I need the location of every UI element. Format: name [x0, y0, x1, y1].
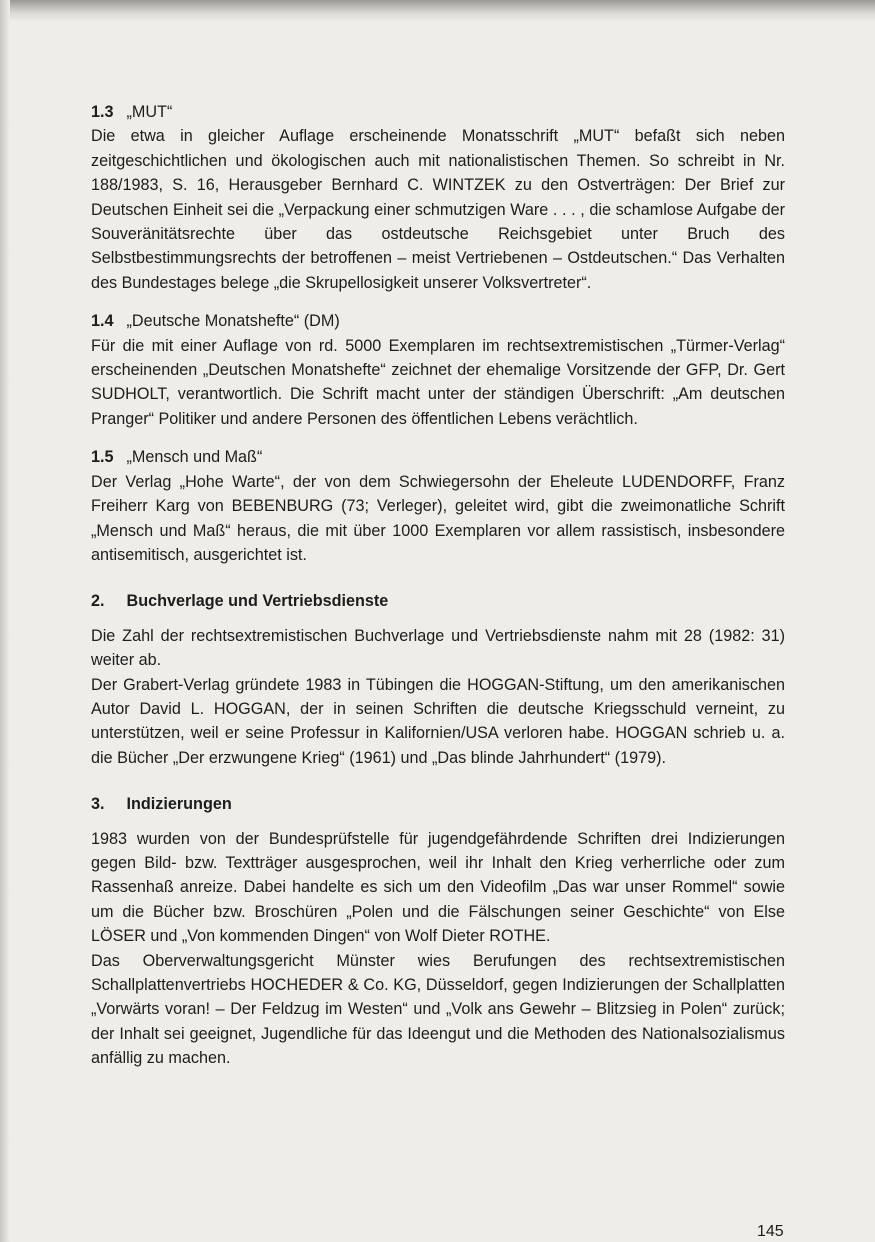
section-heading-3: [91, 792, 785, 816]
section-number: 1.5: [91, 448, 114, 467]
section-1-3-paragraph: Die etwa in gleicher Auflage erscheinende Monatsschrift „MUT“ befaßt sich neben zeitgeschichtlichen und ökologischen auch mit nationalistischen Themen. So schreibt in Nr. 188/1983, S. 16, Herausgeber Bernhard C. WINTZEK zu den Ostverträgen: Der Brief zur Deutschen Einheit sei die „Verpackung einer schmutzigen Ware . . . , die schamlose Aufgabe der Souveränitätsrechte über das ostdeutsche Reichsgebiet unter Bruch des Selbstbestimmungsrechts der betroffenen – meist Vertriebenen – Ostdeutschen.“ Das Verhalten des Bundestages belege „die Skrupellosigkeit unserer Volksvertreter“.: [91, 127, 785, 292]
section-title: Buchverlage und Vertriebsdienste: [126, 592, 389, 611]
page-content: [91, 100, 785, 1071]
section-heading-1-3: [91, 100, 785, 124]
scan-edge-shadow: [0, 0, 875, 22]
section-1-4-paragraph: Für die mit einer Auflage von rd. 5000 Exemplaren im rechtsextremistischen „Türmer-Verlag“ erscheinenden „Deutschen Monatshefte“ zeichnet der ehemalige Vorsitzende der GFP, Dr. Gert SUDHOLT, verantwortlich. Die Schrift macht unter der ständigen Überschrift: „Am deutschen Pranger“ Politiker und andere Personen des öffentlichen Lebens verächtlich.: [91, 336, 785, 428]
section-2-paragraph-1: Die Zahl der rechtsextremistischen Buchverlage und Vertriebsdienste nahm mit 28 (1982: 31) weiter ab.: [91, 626, 785, 670]
section-title: „MUT“: [126, 103, 173, 121]
page-number: 145: [757, 1223, 784, 1240]
section-3-paragraph-2: Das Oberverwaltungsgericht Münster wies Berufungen des rechtsextremistischen Schallplattenvertriebs HOCHEDER & Co. KG, Düsseldorf, gegen Indizierungen der Schallplatten „Vorwärts voran! – Der Feldzug im Westen“ und „Volk ans Gewehr – Blitzsieg in Polen“ zurück; der Inhalt sei geeignet, Jugendliche für das Ideengut und die Methoden des Nationalsozialismus anfällig zu machen.: [91, 951, 785, 1068]
section-heading-1-4: [91, 309, 785, 333]
section-number: 1.4: [91, 312, 114, 331]
section-title: Indizierungen: [126, 795, 232, 814]
section-3-paragraph-1: 1983 wurden von der Bundesprüfstelle für jugendgefährdende Schriften drei Indizierungen gegen Bild- bzw. Textträger ausgesprochen, weil ihr Inhalt den Krieg verherrliche oder zum Rassenhaß anreize. Dabei handelte es sich um den Videofilm „Das war unser Rommel“ sowie um die Bücher bzw. Broschüren „Polen und die Fälschungen seiner Geschichte“ von Else LÖSER und „Von kommenden Dingen“ von Wolf Dieter ROTHE.: [91, 829, 785, 946]
section-number: 1.3: [91, 103, 114, 121]
section-1-5-paragraph: Der Verlag „Hohe Warte“, der von dem Schwiegersohn der Eheleute LUDENDORFF, Franz Freiherr Karg von BEBENBURG (73; Verleger), geleitet wird, gibt die zweimonatliche Schrift „Mensch und Maß“ heraus, die mit über 1000 Exemplaren vor allem rassistisch, insbesondere antisemitisch, ausgerichtet ist.: [91, 472, 785, 564]
section-number: 2.: [91, 592, 105, 611]
section-heading-1-5: [91, 445, 785, 469]
section-2-paragraph-2: Der Grabert-Verlag gründete 1983 in Tübingen die HOGGAN-Stiftung, um den amerikanischen Autor David L. HOGGAN, der in seinen Schriften die deutsche Kriegsschuld verneint, zu unterstützen, weil er seine Professur in Kalifornien/USA verloren habe. HOGGAN schrieb u. a. die Bücher „Der erzwungene Krieg“ (1961) und „Das blinde Jahrhundert“ (1979).: [91, 675, 785, 767]
section-number: 3.: [91, 795, 105, 814]
scan-side-shadow: [0, 0, 10, 1242]
section-title: „Deutsche Monatshefte“ (DM): [126, 312, 340, 331]
section-title: „Mensch und Maß“: [126, 448, 263, 467]
section-heading-2: [91, 589, 785, 613]
